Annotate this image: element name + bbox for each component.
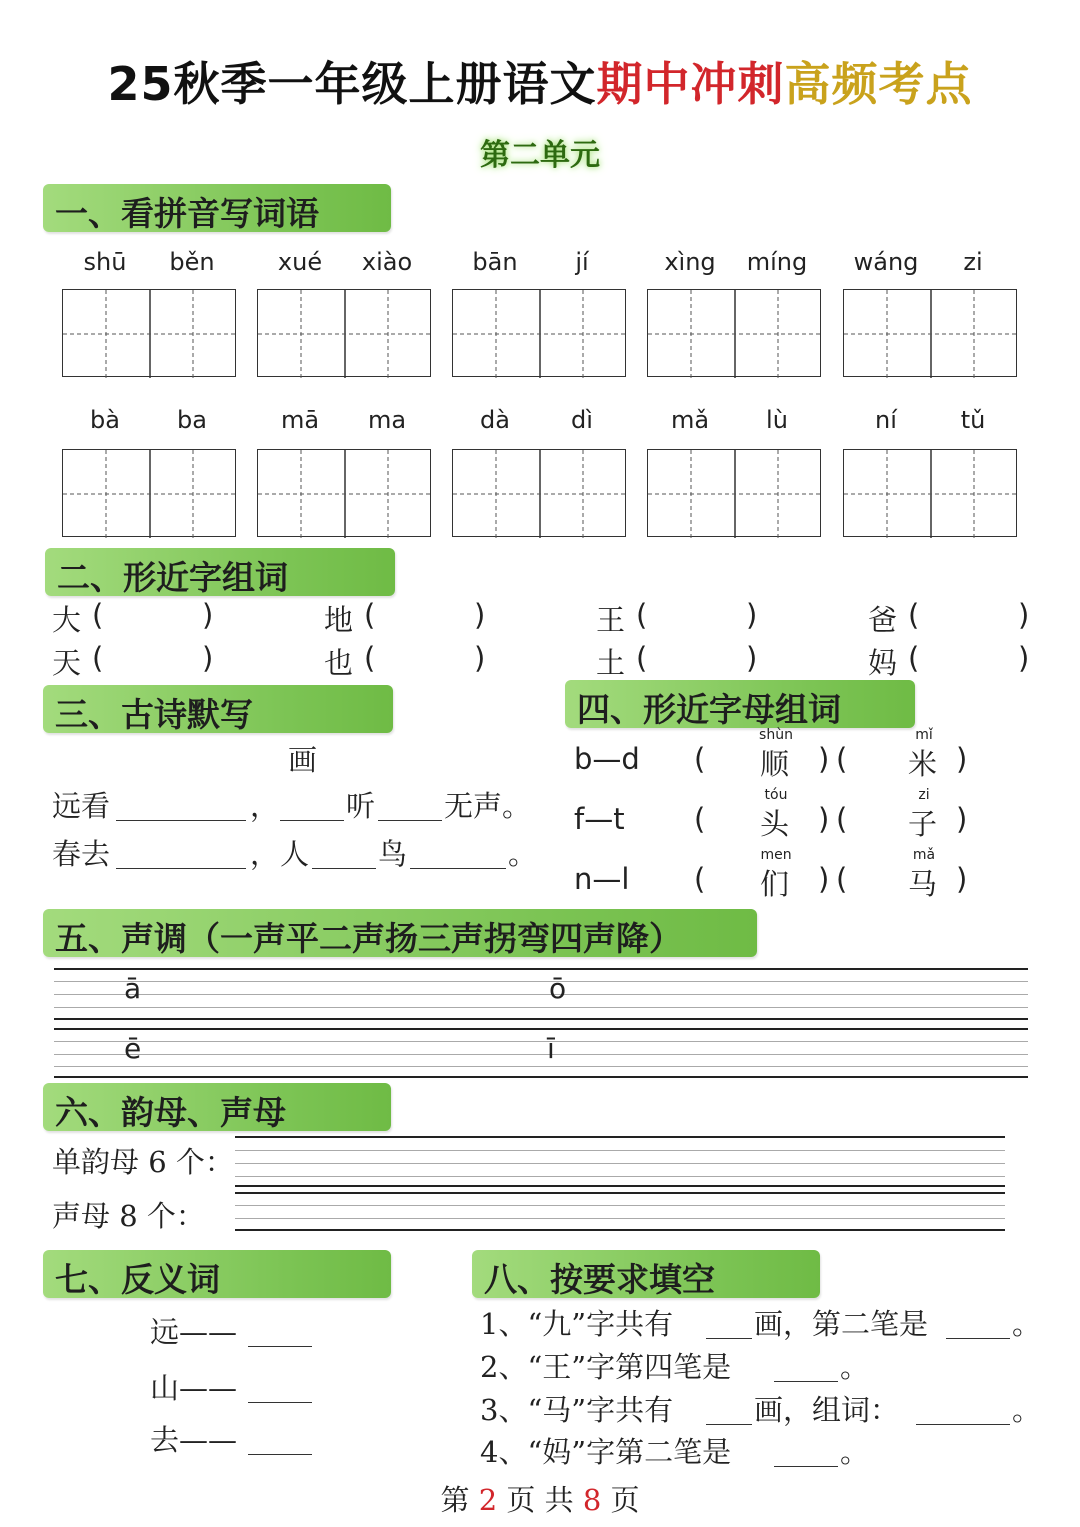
writing-grid[interactable] (647, 289, 821, 377)
vowels-label: 单韵母 6 个： (52, 1145, 234, 1179)
section-6-title: 六、韵母、声母 (55, 1093, 286, 1132)
right-paren: ) (474, 598, 486, 632)
total-page-number: 8 (582, 1483, 602, 1517)
blank-line[interactable] (116, 868, 246, 869)
fill-question-1[interactable] (480, 1302, 1050, 1342)
page-footer (0, 1478, 1080, 1519)
poem-line-2-c: 人 (280, 837, 310, 871)
blank-line[interactable] (312, 868, 376, 869)
writing-grid[interactable] (843, 289, 1017, 377)
antonym-word: 远—— (150, 1315, 238, 1349)
question-text: 。 (840, 1350, 870, 1384)
question-text: 。 (840, 1435, 870, 1469)
right-paren: ) (474, 641, 486, 675)
footer-text: 第 (440, 1483, 470, 1517)
antonym-row-3[interactable] (150, 1418, 350, 1458)
initials-label: 声母 8 个： (52, 1199, 205, 1233)
answer-blank[interactable] (110, 645, 200, 679)
right-paren: ) (956, 862, 968, 896)
fill-question-2[interactable] (480, 1345, 1050, 1385)
pinyin-label: tǔ (960, 406, 986, 434)
answer-blank[interactable] (714, 806, 754, 838)
blank-line[interactable] (378, 820, 442, 821)
poem-line-2-a: 春去 (52, 837, 111, 871)
pinyin-label: ma (367, 406, 407, 434)
section-7-title: 七、反义词 (55, 1260, 220, 1299)
left-paren: ( (636, 598, 648, 632)
pinyin-label: lù (766, 406, 788, 434)
antonym-row-1[interactable] (150, 1310, 350, 1350)
poem-line-2-e: 。 (508, 837, 538, 871)
poem-title: 画 (288, 743, 318, 777)
question-text: 。 (1012, 1393, 1042, 1427)
blank-line[interactable] (774, 1466, 838, 1467)
blank-line[interactable] (410, 868, 506, 869)
pinyin-label: xué (277, 248, 323, 276)
section-5-header (43, 909, 757, 957)
pinyin-hint: tóu (764, 787, 788, 803)
left-paren: ( (636, 641, 648, 675)
poem-line-1-a: 远看 (52, 789, 111, 823)
writing-grid[interactable] (843, 449, 1017, 537)
blank-line[interactable] (774, 1381, 838, 1382)
left-paren: ( (92, 641, 104, 675)
word-char: 马 (908, 867, 938, 901)
writing-grid[interactable] (62, 449, 236, 537)
writing-grid[interactable] (452, 449, 626, 537)
word-char: 顺 (760, 747, 790, 781)
poem-line-2-d: 鸟 (378, 837, 408, 871)
similar-char: 天 (52, 646, 82, 680)
answer-blank[interactable] (714, 866, 754, 898)
blank-line[interactable] (946, 1338, 1010, 1339)
section-4-title: 四、形近字母组词 (577, 690, 841, 729)
right-paren: ) (1018, 598, 1030, 632)
section-1-header (43, 184, 391, 232)
writing-grid[interactable] (257, 289, 431, 377)
blank-line[interactable] (248, 1402, 312, 1403)
pinyin-label: xiào (361, 248, 413, 276)
page-title (0, 48, 1080, 114)
pinyin-hint: mǎ (912, 847, 936, 863)
poem-line-1-c: 听 (346, 789, 376, 823)
right-paren: ) (818, 742, 830, 776)
answer-blank[interactable] (654, 645, 744, 679)
answer-blank[interactable] (926, 602, 1016, 636)
unit-title: 第二单元 (480, 138, 600, 173)
answer-blank[interactable] (382, 602, 472, 636)
similar-char: 地 (324, 603, 354, 637)
word-char: 米 (908, 747, 938, 781)
right-paren: ) (956, 742, 968, 776)
left-paren: ( (364, 598, 376, 632)
left-paren: ( (836, 802, 848, 836)
poem-line-1[interactable] (52, 784, 552, 824)
left-paren: ( (836, 742, 848, 776)
question-text: 4、“妈”字第二笔是 (480, 1435, 732, 1469)
pinyin-hint: zi (918, 787, 930, 803)
left-paren: ( (694, 742, 706, 776)
section-6-header (43, 1083, 391, 1131)
similar-char: 大 (52, 603, 82, 637)
word-char: 子 (908, 807, 938, 841)
pinyin-label: bà (90, 406, 120, 434)
writing-grid[interactable] (257, 449, 431, 537)
pinyin-hint: men (760, 847, 792, 863)
left-paren: ( (694, 862, 706, 896)
fill-question-4[interactable] (480, 1430, 1050, 1470)
blank-line[interactable] (280, 820, 344, 821)
pinyin-label: wáng (853, 248, 919, 276)
poem-line-2[interactable] (52, 832, 552, 872)
answer-blank[interactable] (110, 602, 200, 636)
right-paren: ) (818, 862, 830, 896)
question-text: 1、“九”字共有 (480, 1307, 674, 1341)
writing-grid[interactable] (62, 289, 236, 377)
letter-pair: b—d (574, 742, 640, 776)
pinyin-label: ba (177, 406, 207, 434)
blank-line[interactable] (916, 1424, 1010, 1425)
word-char: 们 (760, 867, 790, 901)
right-paren: ) (818, 802, 830, 836)
left-paren: ( (92, 598, 104, 632)
answer-blank[interactable] (714, 746, 754, 778)
pinyin-label: dì (571, 406, 593, 434)
poem-line-1-b: ， (250, 789, 280, 823)
section-2-header (45, 548, 395, 596)
section-4-header (565, 680, 915, 728)
poem-line-1-d: 无声。 (444, 789, 532, 823)
pinyin-label: bān (472, 248, 518, 276)
question-text: 画，第二笔是 (754, 1307, 929, 1341)
section-1-title: 一、看拼音写词语 (55, 194, 319, 233)
question-text: 2、“王”字第四笔是 (480, 1350, 732, 1384)
similar-char: 爸 (868, 603, 898, 637)
section-2-title: 二、形近字组词 (57, 558, 288, 597)
pinyin-label: dà (480, 406, 510, 434)
pinyin-label: mā (280, 406, 320, 434)
left-paren: ( (908, 598, 920, 632)
pinyin-label: mǎ (670, 406, 710, 434)
similar-char: 土 (596, 646, 626, 680)
pinyin-label: shū (83, 248, 127, 276)
tone-vowel-o: ō (549, 972, 567, 1005)
pinyin-label: xìng (664, 248, 716, 276)
title-part-2: 期中冲刺 (596, 57, 785, 111)
section-7-header (43, 1250, 391, 1298)
current-page-number: 2 (478, 1483, 498, 1517)
section-8-title: 八、按要求填空 (484, 1260, 715, 1299)
antonym-word: 山—— (150, 1371, 238, 1405)
blank-line[interactable] (116, 820, 246, 821)
right-paren: ) (202, 598, 214, 632)
left-paren: ( (836, 862, 848, 896)
similar-char: 王 (596, 603, 626, 637)
blank-line[interactable] (706, 1424, 752, 1425)
right-paren: ) (202, 641, 214, 675)
tone-vowel-i: ī (547, 1032, 555, 1065)
question-text: 画，组词： (754, 1393, 900, 1427)
section-8-header (472, 1250, 820, 1298)
pinyin-label: běn (169, 248, 215, 276)
poem-line-2-b: ， (250, 837, 280, 871)
similar-char: 也 (324, 646, 354, 680)
similar-char: 妈 (868, 646, 898, 680)
blank-line[interactable] (706, 1338, 752, 1339)
right-paren: ) (746, 641, 758, 675)
title-part-3: 高频考点 (784, 57, 973, 111)
pinyin-label: zi (963, 248, 983, 276)
question-text: 3、“马”字共有 (480, 1393, 674, 1427)
writing-grid[interactable] (647, 449, 821, 537)
answer-blank[interactable] (382, 645, 472, 679)
section-3-header (43, 685, 393, 733)
blank-line[interactable] (248, 1454, 312, 1455)
pinyin-label: ní (875, 406, 897, 434)
pinyin-hint: shùn (759, 727, 793, 743)
antonym-row-2[interactable] (150, 1366, 350, 1406)
footer-text: 页 共 (506, 1483, 574, 1517)
right-paren: ) (956, 802, 968, 836)
answer-blank[interactable] (926, 645, 1016, 679)
left-paren: ( (364, 641, 376, 675)
antonym-word: 去—— (150, 1423, 238, 1457)
letter-pair: n—l (574, 862, 630, 896)
letter-pair: f—t (574, 802, 625, 836)
writing-grid[interactable] (452, 289, 626, 377)
question-text: 。 (1012, 1307, 1042, 1341)
left-paren: ( (908, 641, 920, 675)
title-part-1: 25秋季一年级上册语文 (107, 57, 597, 111)
word-char: 头 (760, 807, 790, 841)
right-paren: ) (746, 598, 758, 632)
footer-text: 页 (610, 1483, 640, 1517)
tone-vowel-e: ē (124, 1032, 142, 1065)
pinyin-label: jí (575, 248, 589, 276)
right-paren: ) (1018, 641, 1030, 675)
pinyin-label: míng (746, 248, 808, 276)
fill-question-3[interactable] (480, 1388, 1050, 1428)
section-3-title: 三、古诗默写 (55, 695, 253, 734)
section-5-title: 五、声调（一声平二声扬三声拐弯四声降） (55, 919, 682, 958)
pinyin-hint: mǐ (915, 727, 933, 743)
answer-blank[interactable] (654, 602, 744, 636)
blank-line[interactable] (248, 1346, 312, 1347)
tone-vowel-a: ā (124, 972, 142, 1005)
left-paren: ( (694, 802, 706, 836)
